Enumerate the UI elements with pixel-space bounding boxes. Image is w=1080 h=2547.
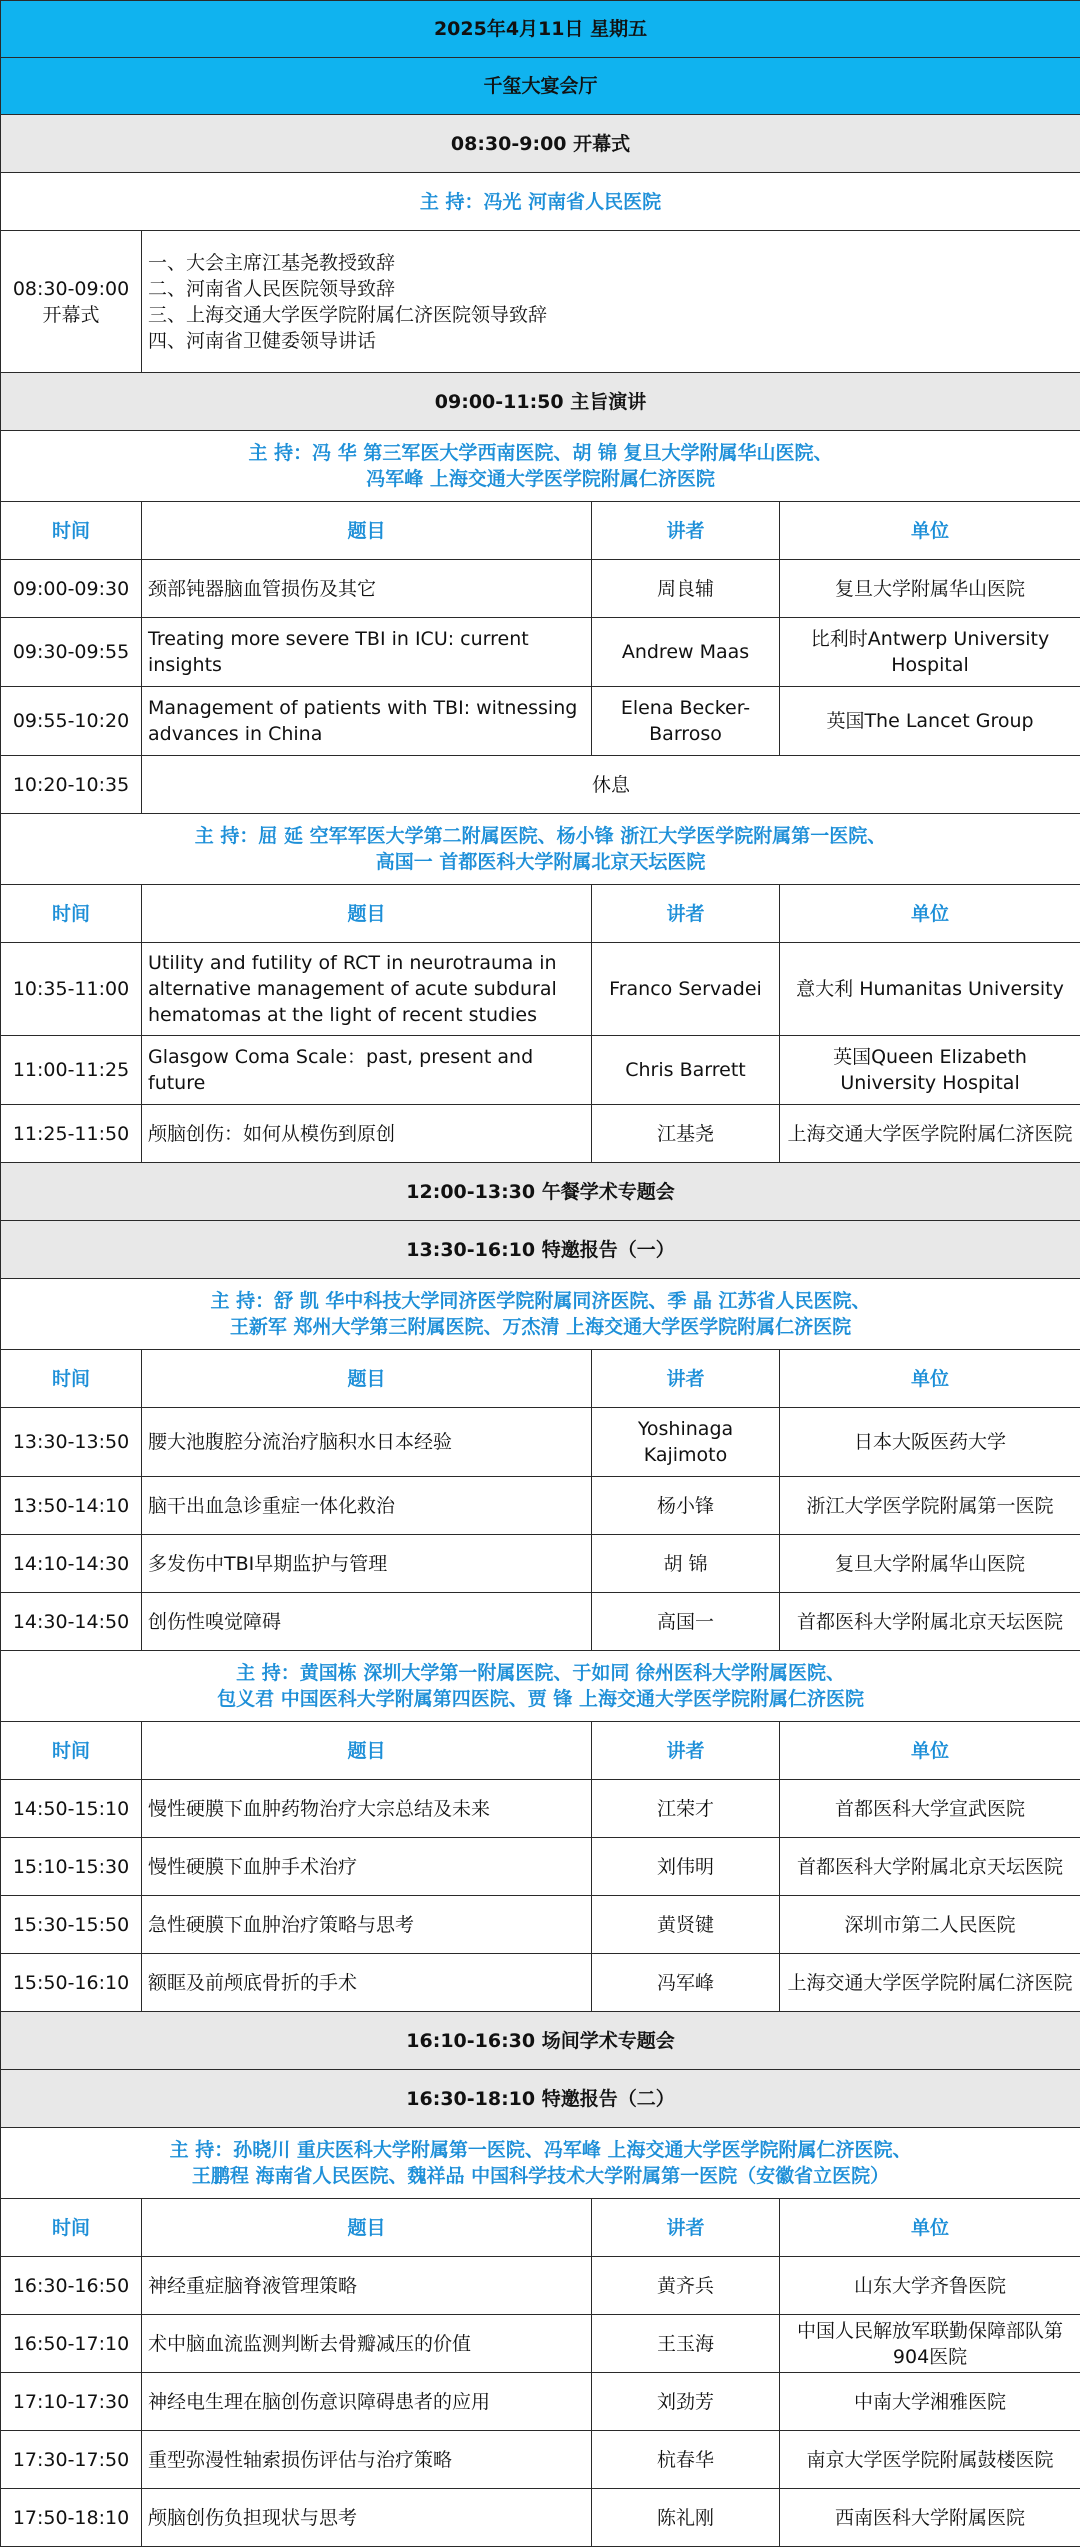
chair-cell: [1, 431, 1080, 502]
session-title: 16:10-16:30 场间学术专题会: [1, 2012, 1080, 2070]
talk-speaker: 冯军峰: [592, 1954, 780, 2012]
chair-row: [1, 1279, 1080, 1350]
venue-cell: 千玺大宴会厅: [1, 58, 1080, 115]
session-band: [1, 1221, 1080, 1279]
header-speaker: 讲者: [592, 1350, 780, 1408]
session-band: [1, 115, 1080, 173]
session-band: [1, 1163, 1080, 1221]
break-time: 10:20-10:35: [1, 756, 142, 814]
talk-title: 颈部钝器脑血管损伤及其它: [142, 560, 592, 618]
talk-row: [1, 1838, 1080, 1896]
talk-unit: 南京大学医学院附属鼓楼医院: [780, 2431, 1080, 2489]
talk-row: [1, 1105, 1080, 1163]
column-header-row: [1, 1722, 1080, 1780]
talk-time: 14:50-15:10: [1, 1780, 142, 1838]
talk-unit: 中国人民解放军联勤保障部队第904医院: [780, 2315, 1080, 2373]
talk-speaker: 江基尧: [592, 1105, 780, 1163]
session-title: 08:30-9:00 开幕式: [1, 115, 1080, 173]
header-time: 时间: [1, 885, 142, 943]
chair-cell: [1, 2128, 1080, 2199]
talk-row: [1, 2489, 1080, 2547]
talk-speaker: 高国一: [592, 1593, 780, 1651]
chair-line: 主 持：舒 凯 华中科技大学同济医学院附属同济医院、季 晶 江苏省人民医院、: [7, 1288, 1074, 1314]
talk-title: 急性硬膜下血肿治疗策略与思考: [142, 1896, 592, 1954]
talk-unit: 浙江大学医学院附属第一医院: [780, 1477, 1080, 1535]
talk-unit: 深圳市第二人民医院: [780, 1896, 1080, 1954]
talk-unit: 比利时Antwerp University Hospital: [780, 618, 1080, 687]
talk-row: [1, 560, 1080, 618]
talk-row: [1, 1535, 1080, 1593]
ceremony-label: 开幕式: [7, 302, 135, 328]
talk-time: 13:50-14:10: [1, 1477, 142, 1535]
talk-title: 创伤性嗅觉障碍: [142, 1593, 592, 1651]
talk-unit: 首都医科大学宣武医院: [780, 1780, 1080, 1838]
talk-speaker: Yoshinaga Kajimoto: [592, 1408, 780, 1477]
talk-row: [1, 1408, 1080, 1477]
talk-speaker: 胡 锦: [592, 1535, 780, 1593]
talk-row: [1, 2257, 1080, 2315]
ceremony-item: 三、上海交通大学医学院附属仁济医院领导致辞: [148, 302, 1074, 328]
session-title: 16:30-18:10 特邀报告（二）: [1, 2070, 1080, 2128]
header-unit: 单位: [780, 1350, 1080, 1408]
header-speaker: 讲者: [592, 502, 780, 560]
talk-time: 14:10-14:30: [1, 1535, 142, 1593]
chair-line: 主 持：黄国栋 深圳大学第一附属医院、于如同 徐州医科大学附属医院、: [7, 1660, 1074, 1686]
header-title: 题目: [142, 1722, 592, 1780]
talk-row: [1, 2373, 1080, 2431]
talk-title: Treating more severe TBI in ICU: current insights: [142, 618, 592, 687]
chair-cell: [1, 1651, 1080, 1722]
talk-title: 颅脑创伤负担现状与思考: [142, 2489, 592, 2547]
session-band: [1, 373, 1080, 431]
talk-row: [1, 943, 1080, 1036]
chair-line: 王鹏程 海南省人民医院、魏祥品 中国科学技术大学附属第一医院（安徽省立医院）: [7, 2163, 1074, 2189]
chair-line: 冯军峰 上海交通大学医学院附属仁济医院: [7, 466, 1074, 492]
session-band: [1, 2012, 1080, 2070]
talk-title: 颅脑创伤：如何从模伤到原创: [142, 1105, 592, 1163]
session-band: [1, 2070, 1080, 2128]
header-speaker: 讲者: [592, 885, 780, 943]
chair-cell: [1, 173, 1080, 231]
chair-line: 高国一 首都医科大学附属北京天坛医院: [7, 849, 1074, 875]
session-title: 12:00-13:30 午餐学术专题会: [1, 1163, 1080, 1221]
talk-time: 15:10-15:30: [1, 1838, 142, 1896]
talk-title: 重型弥漫性轴索损伤评估与治疗策略: [142, 2431, 592, 2489]
talk-time: 09:30-09:55: [1, 618, 142, 687]
date-cell: 2025年4月11日 星期五: [1, 1, 1080, 58]
talk-time: 16:50-17:10: [1, 2315, 142, 2373]
talk-unit: 复旦大学附属华山医院: [780, 560, 1080, 618]
talk-title: Glasgow Coma Scale：past, present and future: [142, 1036, 592, 1105]
header-speaker: 讲者: [592, 1722, 780, 1780]
header-title: 题目: [142, 2199, 592, 2257]
talk-time: 16:30-16:50: [1, 2257, 142, 2315]
talk-time: 11:25-11:50: [1, 1105, 142, 1163]
header-time: 时间: [1, 1350, 142, 1408]
chair-row: [1, 1651, 1080, 1722]
talk-title: 慢性硬膜下血肿手术治疗: [142, 1838, 592, 1896]
talk-row: [1, 1954, 1080, 2012]
header-time: 时间: [1, 2199, 142, 2257]
session-title: 09:00-11:50 主旨演讲: [1, 373, 1080, 431]
talk-title: 多发伤中TBI早期监护与管理: [142, 1535, 592, 1593]
talk-title: 腰大池腹腔分流治疗脑积水日本经验: [142, 1408, 592, 1477]
header-unit: 单位: [780, 2199, 1080, 2257]
talk-time: 13:30-13:50: [1, 1408, 142, 1477]
talk-row: [1, 1036, 1080, 1105]
talk-time: 11:00-11:25: [1, 1036, 142, 1105]
talk-unit: 首都医科大学附属北京天坛医院: [780, 1838, 1080, 1896]
talk-speaker: 刘伟明: [592, 1838, 780, 1896]
talk-speaker: 杭春华: [592, 2431, 780, 2489]
talk-time: 09:55-10:20: [1, 687, 142, 756]
talk-time: 09:00-09:30: [1, 560, 142, 618]
header-title: 题目: [142, 885, 592, 943]
ceremony-item: 四、河南省卫健委领导讲话: [148, 328, 1074, 354]
header-unit: 单位: [780, 502, 1080, 560]
talk-row: [1, 618, 1080, 687]
talk-speaker: 江荣才: [592, 1780, 780, 1838]
talk-title: 脑干出血急诊重症一体化救治: [142, 1477, 592, 1535]
talk-speaker: 周良辅: [592, 560, 780, 618]
column-header-row: [1, 1350, 1080, 1408]
talk-time: 10:35-11:00: [1, 943, 142, 1036]
talk-speaker: Franco Servadei: [592, 943, 780, 1036]
talk-speaker: Chris Barrett: [592, 1036, 780, 1105]
column-header-row: [1, 2199, 1080, 2257]
chair-row: [1, 2128, 1080, 2199]
header-time: 时间: [1, 1722, 142, 1780]
talk-time: 15:30-15:50: [1, 1896, 142, 1954]
chair-cell: [1, 814, 1080, 885]
chair-line: 王新军 郑州大学第三附属医院、万杰清 上海交通大学医学院附属仁济医院: [7, 1314, 1074, 1340]
talk-unit: 意大利 Humanitas University: [780, 943, 1080, 1036]
talk-unit: 日本大阪医药大学: [780, 1408, 1080, 1477]
talk-row: [1, 2315, 1080, 2373]
talk-row: [1, 1780, 1080, 1838]
chair-line: 主 持：屈 延 空军军医大学第二附属医院、杨小锋 浙江大学医学院附属第一医院、: [7, 823, 1074, 849]
ceremony-time-cell: [1, 231, 142, 373]
column-header-row: [1, 885, 1080, 943]
chair-cell: [1, 1279, 1080, 1350]
chair-line: 主 持：冯光 河南省人民医院: [7, 189, 1074, 215]
session-title: 13:30-16:10 特邀报告（一）: [1, 1221, 1080, 1279]
ceremony-items: [142, 231, 1080, 373]
ceremony-item: 二、河南省人民医院领导致辞: [148, 276, 1074, 302]
header-title: 题目: [142, 502, 592, 560]
talk-unit: 上海交通大学医学院附属仁济医院: [780, 1954, 1080, 2012]
talk-unit: 复旦大学附属华山医院: [780, 1535, 1080, 1593]
talk-row: [1, 687, 1080, 756]
talk-speaker: 杨小锋: [592, 1477, 780, 1535]
talk-speaker: 陈礼刚: [592, 2489, 780, 2547]
venue-row: [1, 58, 1080, 115]
talk-speaker: 王玉海: [592, 2315, 780, 2373]
talk-speaker: Elena Becker-Barroso: [592, 687, 780, 756]
talk-title: 额眶及前颅底骨折的手术: [142, 1954, 592, 2012]
header-time: 时间: [1, 502, 142, 560]
talk-title: 术中脑血流监测判断去骨瓣减压的价值: [142, 2315, 592, 2373]
talk-title: 神经电生理在脑创伤意识障碍患者的应用: [142, 2373, 592, 2431]
date-row: [1, 1, 1080, 58]
chair-row: [1, 431, 1080, 502]
chair-line: 包义君 中国医科大学附属第四医院、贾 锋 上海交通大学医学院附属仁济医院: [7, 1686, 1074, 1712]
talk-time: 17:50-18:10: [1, 2489, 142, 2547]
talk-row: [1, 1896, 1080, 1954]
talk-unit: 中南大学湘雅医院: [780, 2373, 1080, 2431]
talk-unit: 英国Queen Elizabeth University Hospital: [780, 1036, 1080, 1105]
talk-title: 神经重症脑脊液管理策略: [142, 2257, 592, 2315]
talk-time: 14:30-14:50: [1, 1593, 142, 1651]
talk-unit: 英国The Lancet Group: [780, 687, 1080, 756]
header-unit: 单位: [780, 1722, 1080, 1780]
talk-row: [1, 2431, 1080, 2489]
talk-speaker: 黄齐兵: [592, 2257, 780, 2315]
ceremony-time: 08:30-09:00: [7, 276, 135, 302]
header-speaker: 讲者: [592, 2199, 780, 2257]
talk-unit: 首都医科大学附属北京天坛医院: [780, 1593, 1080, 1651]
column-header-row: [1, 502, 1080, 560]
header-title: 题目: [142, 1350, 592, 1408]
talk-title: 慢性硬膜下血肿药物治疗大宗总结及未来: [142, 1780, 592, 1838]
talk-title: Management of patients with TBI: witnessing advances in China: [142, 687, 592, 756]
talk-title: Utility and futility of RCT in neurotrauma in alternative management of acute subdural hematomas at the light of recent studies: [142, 943, 592, 1036]
talk-time: 15:50-16:10: [1, 1954, 142, 2012]
ceremony-row: [1, 231, 1080, 373]
talk-time: 17:10-17:30: [1, 2373, 142, 2431]
chair-row: [1, 173, 1080, 231]
ceremony-item: 一、大会主席江基尧教授致辞: [148, 250, 1074, 276]
talk-row: [1, 1593, 1080, 1651]
talk-unit: 山东大学齐鲁医院: [780, 2257, 1080, 2315]
talk-time: 17:30-17:50: [1, 2431, 142, 2489]
header-unit: 单位: [780, 885, 1080, 943]
chair-row: [1, 814, 1080, 885]
talk-unit: 上海交通大学医学院附属仁济医院: [780, 1105, 1080, 1163]
talk-speaker: 黄贤键: [592, 1896, 780, 1954]
talk-speaker: 刘劲芳: [592, 2373, 780, 2431]
talk-unit: 西南医科大学附属医院: [780, 2489, 1080, 2547]
talk-speaker: Andrew Maas: [592, 618, 780, 687]
chair-line: 主 持：冯 华 第三军医大学西南医院、胡 锦 复旦大学附属华山医院、: [7, 440, 1074, 466]
break-label: 休息: [142, 756, 1080, 814]
talk-row: [1, 1477, 1080, 1535]
break-row: [1, 756, 1080, 814]
chair-line: 主 持：孙晓川 重庆医科大学附属第一医院、冯军峰 上海交通大学医学院附属仁济医院、: [7, 2137, 1074, 2163]
